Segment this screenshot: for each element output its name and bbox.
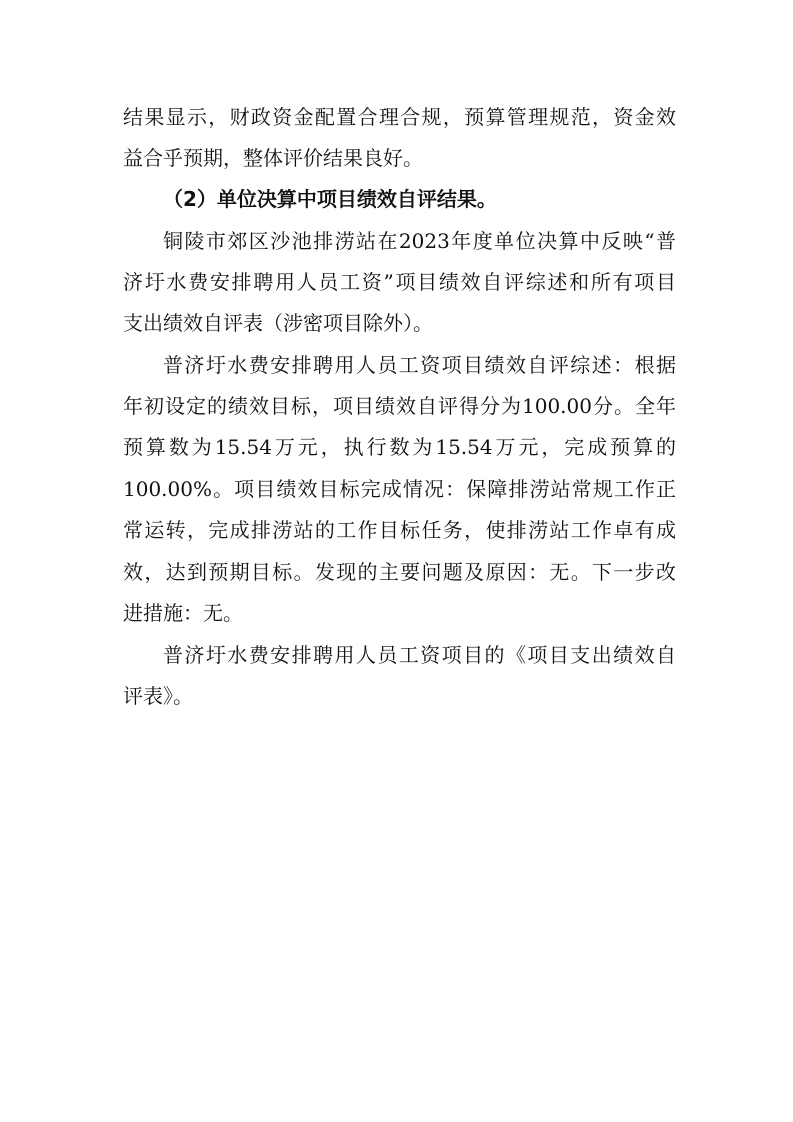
paragraph-line: 评表》。 — [123, 684, 193, 708]
paragraph-line: 结果显示，财政资金配置合理合规，预算管理规范，资金效 — [123, 105, 676, 129]
paragraph-line: 年初设定的绩效目标，项目绩效自评得分为100.00分。全年 — [123, 394, 676, 418]
paragraph-line: 效，达到预期目标。发现的主要问题及原因：无。下一步改 — [123, 560, 676, 584]
paragraph-line: 100.00%。项目绩效目标完成情况：保障排涝站常规工作正 — [123, 477, 676, 501]
paragraph-line: 支出绩效自评表（涉密项目除外）。 — [123, 311, 433, 335]
paragraph-line: 预算数为15.54万元，执行数为15.54万元，完成预算的 — [123, 435, 676, 459]
paragraph-line: 济圩水费安排聘用人员工资”项目绩效自评综述和所有项目 — [123, 270, 676, 294]
paragraph-line: 普济圩水费安排聘用人员工资项目绩效自评综述：根据 — [163, 353, 676, 377]
paragraph-line: 铜陵市郊区沙池排涝站在2023年度单位决算中反映“普 — [163, 229, 676, 253]
paragraph-line: 普济圩水费安排聘用人员工资项目的《项目支出绩效自 — [163, 643, 676, 667]
paragraph-line: 进措施：无。 — [123, 601, 243, 625]
paragraph-line: 益合乎预期，整体评价结果良好。 — [123, 146, 423, 170]
section-heading: （2）单位决算中项目绩效自评结果。 — [163, 187, 497, 211]
paragraph-line: 常运转，完成排涝站的工作目标任务，使排涝站工作卓有成 — [123, 518, 676, 542]
